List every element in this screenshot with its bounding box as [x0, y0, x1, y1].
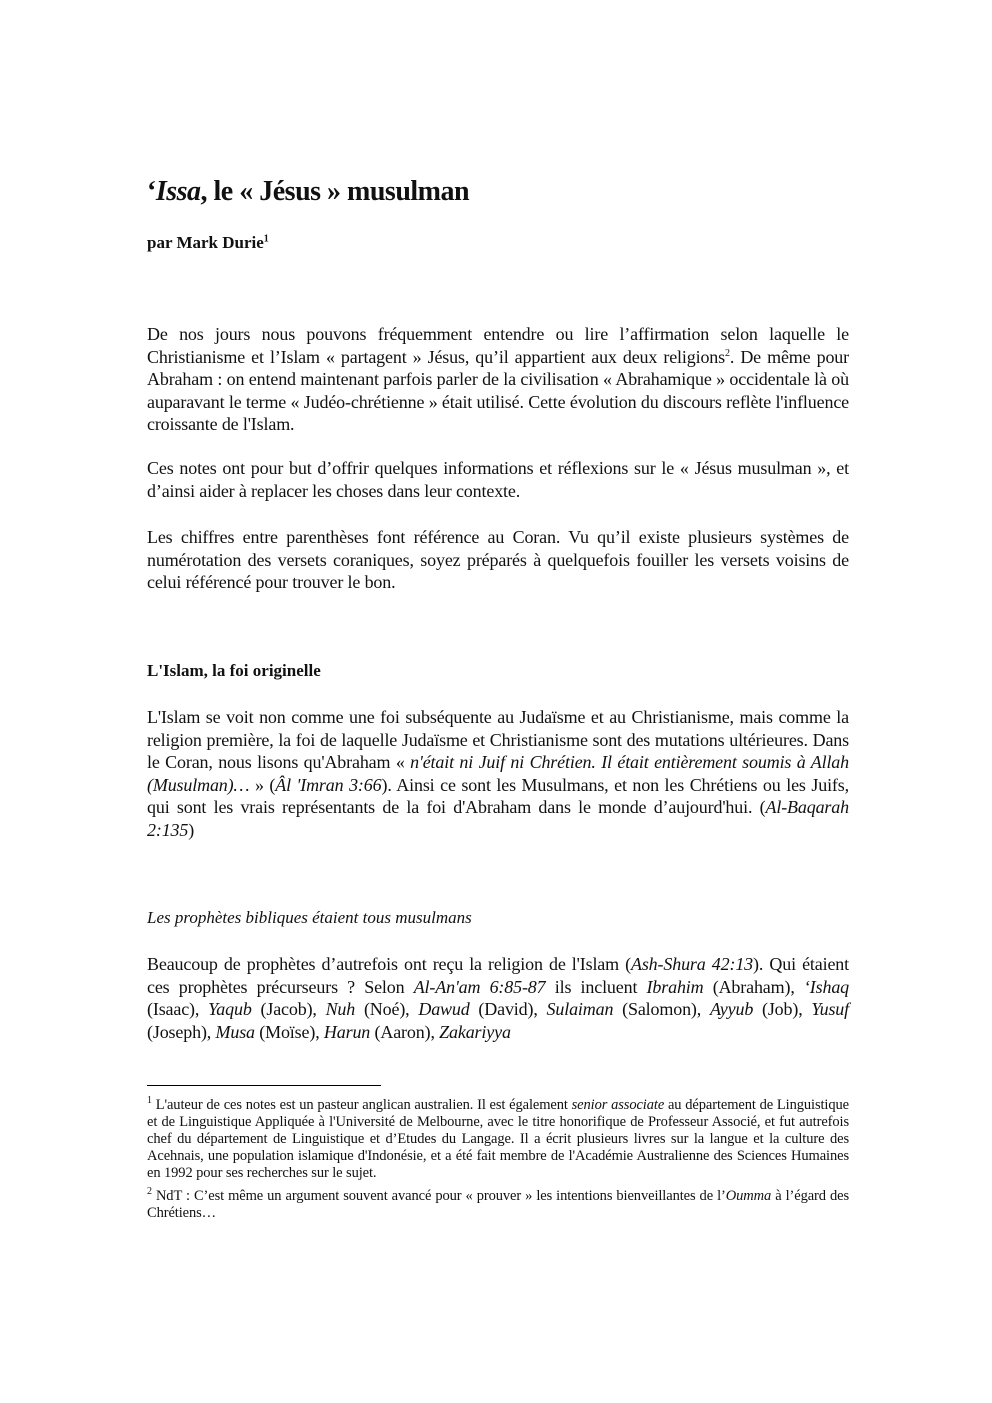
footnote-ref-2[interactable]: 2 — [725, 347, 730, 359]
s2-n9: Musa — [215, 1021, 255, 1042]
s2-n5: Dawud — [418, 999, 470, 1020]
intro-paragraph-3: Les chiffres entre parenthèses font référence au Coran. Vu qu’il existe plusieurs systèmes de numérotation des versets coraniques, soyez préparés à quelquefois fouiller les versets voisins de celui référencé pour trouver le bon. — [147, 527, 849, 593]
s1-text-b: » ( — [249, 774, 276, 795]
s2-t4: (Abraham), — [703, 976, 804, 997]
s2-n8: Yusuf — [811, 999, 850, 1020]
footnote-2-text-b: à l’égard des Chrétiens… — [147, 1188, 849, 1221]
s2-t8: (David), — [469, 999, 547, 1020]
section-heading-2: Les prophètes bibliques étaient tous musulmans — [147, 908, 472, 927]
title-rest: , le « Jésus » musulman — [200, 176, 470, 207]
footnote-1-text-b: au département de Linguistique et de Linguistique Appliquée à l'Université de Melbourne, avec le titre honorifique de Professeur Associé, et fut autrefois chef du département de Linguistique et d’Etudes du Langage. Il a écrit plusieurs livres sur la langue et la culture des Acehnais, une population islamique d'Indonésie, et a été fait membre de l'Académie Australienne des Sciences Humaines en 1992 pour ses recherches sur le sujet. — [147, 1097, 849, 1181]
author-name: par Mark Durie — [147, 233, 264, 252]
title-quote-mark: ‘ — [147, 176, 156, 207]
s2-t1: Beaucoup de prophètes d’autrefois ont reçu la religion de l'Islam ( — [147, 954, 631, 974]
footnote-2-italic: Oumma — [725, 1188, 772, 1204]
s2-t11: (Joseph), — [147, 1021, 216, 1042]
s2-t3: ils incluent — [545, 976, 647, 997]
footnote-2 — [147, 1188, 849, 1222]
s2-r1: Ash-Shura 42:13 — [630, 954, 754, 974]
s2-t6: (Jacob), — [251, 999, 326, 1020]
s1-ref-2: Al-Baqarah 2:135 — [147, 797, 849, 840]
footnote-ref-1[interactable]: 1 — [263, 233, 269, 245]
s1-text-a: L'Islam se voit non comme une foi subséquente au Judaïsme et au Christianisme, mais comme la religion première, la foi de laquelle Judaïsme et Christianisme sont des mutations ultérieures. Dans le Coran, nous lisons qu'Abraham « — [147, 707, 849, 773]
footnote-1-number: 1 — [147, 1095, 152, 1107]
footnote-2-number: 2 — [147, 1186, 152, 1198]
s2-n10: Harun — [323, 1021, 371, 1042]
footnote-separator — [147, 1085, 381, 1086]
s2-t10: (Job), — [753, 999, 812, 1020]
s2-n3: Yaqub — [208, 999, 252, 1020]
s2-n11: Zakariyya — [439, 1021, 511, 1042]
intro-p1-text-a: De nos jours nous pouvons fréquemment entendre ou lire l’affirmation selon laquelle le Christianisme et l’Islam « partagent » Jésus, qu’il appartient aux deux religions — [147, 324, 849, 367]
footnote-2-text-a: NdT : C’est même un argument souvent avancé pour « prouver » les intentions bienveillantes de l’ — [151, 1188, 726, 1204]
s2-t12: (Moïse), — [254, 1021, 324, 1042]
intro-p1-text-b: . De même pour Abraham : on entend maintenant parfois parler de la civilisation « Abrahamique » occidentale là où auparavant le terme « Judéo-chrétienne » était utilisé. Cette évolution du discours reflète l'influence croissante de l'Islam. — [147, 346, 849, 435]
s2-n4: Nuh — [325, 999, 356, 1020]
section-heading-1: L'Islam, la foi originelle — [147, 661, 321, 680]
s1-ref-1: Âl 'Imran 3:66 — [275, 774, 382, 795]
footnote-1-text-a: L'auteur de ces notes est un pasteur anglican australien. Il est également — [151, 1097, 572, 1113]
s2-t2: ). Qui étaient ces prophètes précurseurs ? Selon — [147, 954, 849, 997]
s2-t7: (Noé), — [355, 999, 419, 1020]
s2-t13: (Aaron), — [370, 1021, 440, 1042]
footnote-1 — [147, 1097, 849, 1182]
s2-n6: Sulaiman — [546, 999, 614, 1020]
s2-n1: Ibrahim — [646, 976, 704, 997]
s1-text-c: ). Ainsi ce sont les Musulmans, et non les Chrétiens ou les Juifs, qui sont les vrais représentants de la foi d'Abraham dans le monde d’aujourd'hui. ( — [147, 774, 849, 818]
footnote-1-italic: senior associate — [571, 1097, 665, 1113]
s1-quote: n'était ni Juif ni Chrétien. Il était entièrement soumis à Allah (Musulman)… — [147, 752, 849, 795]
section1-paragraph — [147, 706, 849, 842]
intro-paragraph-1 — [147, 323, 849, 436]
author-line — [147, 233, 269, 253]
s2-t9: (Salomon), — [613, 999, 710, 1020]
section2-paragraph — [147, 953, 849, 1043]
intro-paragraph-2: Ces notes ont pour but d’offrir quelques informations et réflexions sur le « Jésus musulman », et d’ainsi aider à replacer les choses dans leur contexte. — [147, 458, 849, 501]
s2-n2: ‘Ishaq — [803, 976, 850, 997]
document-title — [147, 176, 849, 208]
s1-text-d: ) — [188, 819, 195, 840]
title-issa: Issa — [155, 176, 201, 207]
s2-n7: Ayyub — [709, 999, 754, 1020]
s2-r2: Al-An'am 6:85-87 — [413, 976, 546, 997]
s2-t5: (Isaac), — [147, 999, 209, 1020]
